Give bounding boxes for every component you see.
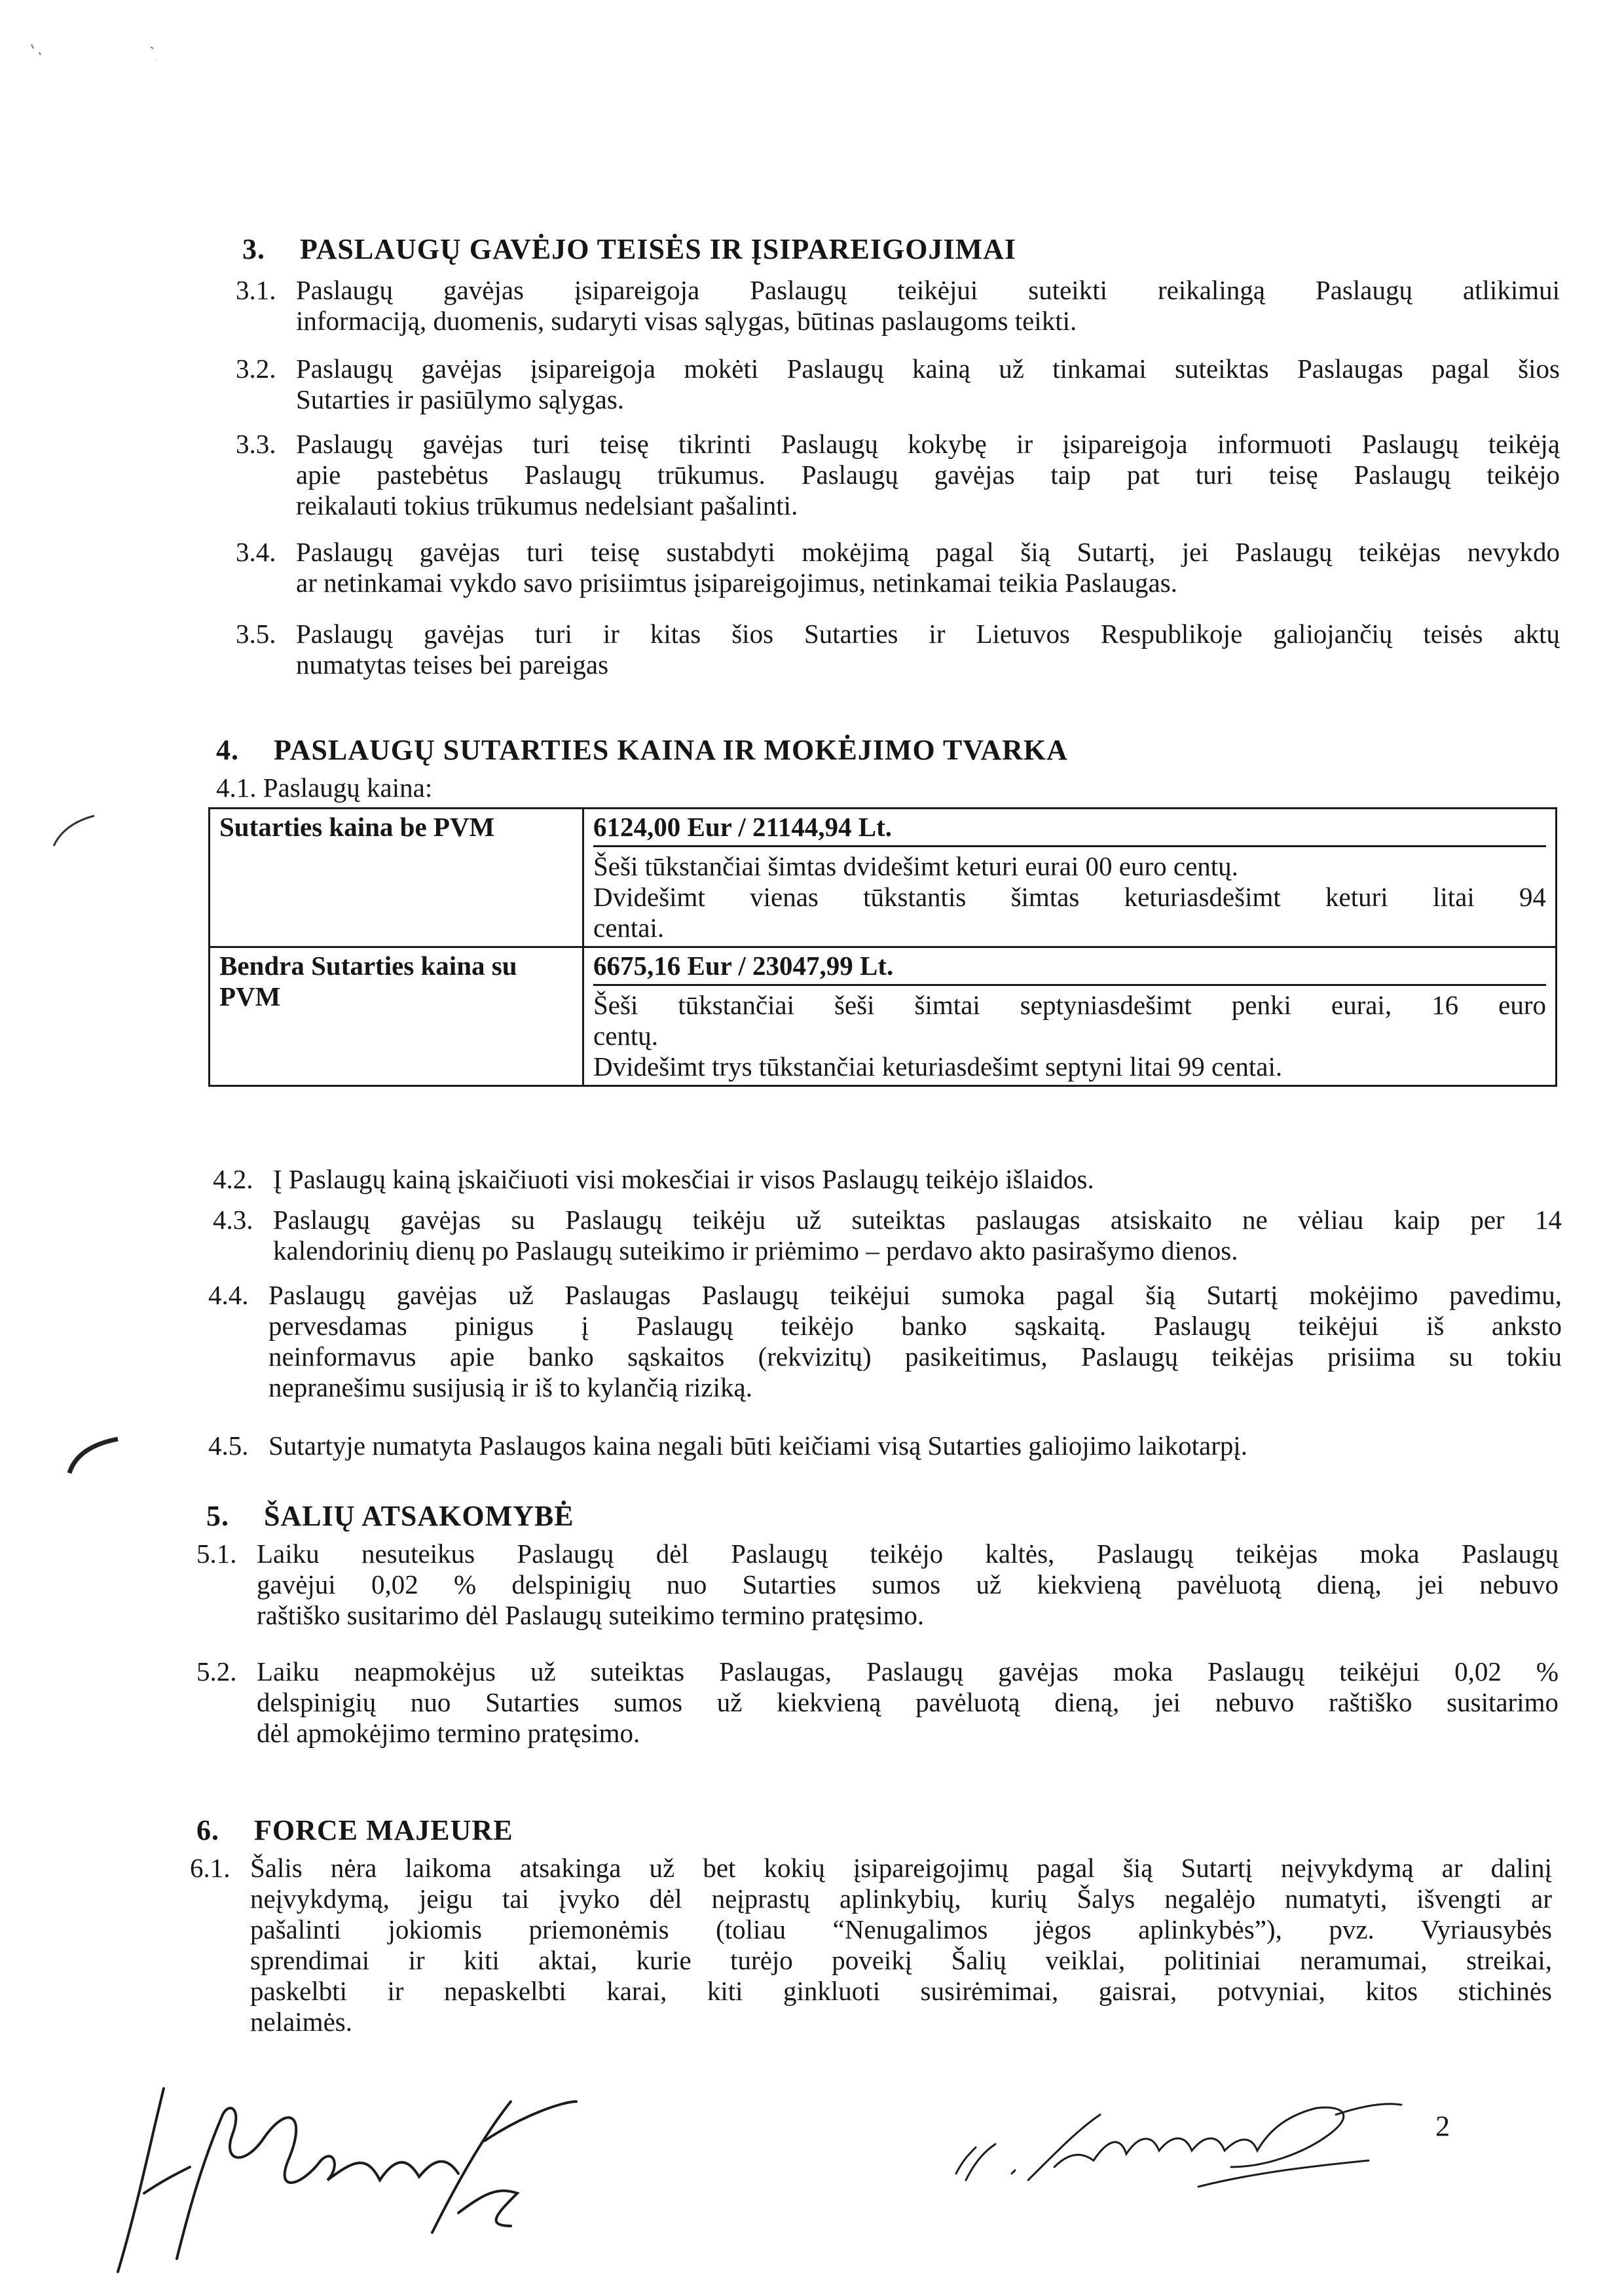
clause-4-4-text (268, 1280, 1562, 1403)
price-table (208, 807, 1557, 1087)
text-line: sprendimai ir kiti aktai, kurie turėjo poveikį Šalių veiklai, politiniai neramumai, streikai, (250, 1945, 1552, 1975)
text-line: centų. (593, 1021, 659, 1051)
text-line: Paslaugų gavėjas turi teisę tikrinti Paslaugų kokybę ir įsipareigoja informuoti Paslaugų teikėją (296, 429, 1560, 459)
text-line: paskelbti ir nepaskelbti karai, kiti ginkluoti susirėmimai, gaisrai, potvyniai, kitos stichinės (250, 1976, 1552, 2006)
price-amount-with-vat: 6675,16 Eur / 23047,99 Lt. (593, 951, 1546, 986)
price-words-without-vat (593, 847, 1546, 943)
clause-5-2-number: 5.2. (196, 1656, 237, 1686)
clause-6-1-text (250, 1853, 1552, 2037)
clause-4-2-number: 4.2. (213, 1164, 253, 1194)
clause-5-1-text (257, 1539, 1559, 1631)
clause-3-5-text (296, 619, 1560, 680)
text-line: Į Paslaugų kainą įskaičiuoti visi mokesčiai ir visos Paslaugų teikėjo išlaidos. (273, 1164, 1094, 1194)
section-3-number: 3. (242, 233, 265, 265)
punch-hole-mark-bottom (65, 1434, 124, 1480)
scan-speck-marks (26, 33, 157, 85)
section-4-title: PASLAUGŲ SUTARTIES KAINA IR MOKĖJIMO TVARKA (274, 734, 1068, 766)
text-line: nelaimės. (250, 2007, 352, 2037)
text-line: dėl apmokėjimo termino pratęsimo. (257, 1718, 640, 1748)
text-line: Paslaugų gavėjas su Paslaugų teikėju už suteiktas paslaugas atsiskaito ne vėliau kaip per 14 (273, 1205, 1562, 1235)
text-line: informaciją, duomenis, sudaryti visas sąlygas, būtinas paslaugoms teikti. (296, 306, 1077, 336)
text-line: pašalinti jokiomis priemonėmis (toliau “Nenugalimos jėgos aplinkybės”), pvz. Vyriausybės (250, 1914, 1552, 1944)
text-line: pervesdamas pinigus į Paslaugų teikėjo banko sąskaitą. Paslaugų teikėjui iš anksto (268, 1311, 1562, 1341)
clause-3-2 (236, 354, 1560, 415)
text-line: kalendorinių dienų po Paslaugų suteikimo ir priėmimo – perdavo akto pasirašymo dienos. (273, 1235, 1238, 1266)
text-line: gavėjui 0,02 % delspinigių nuo Sutarties sumos už kiekvieną pavėluotą dieną, jei nebuvo (257, 1569, 1559, 1599)
clause-3-4-number: 3.4. (236, 537, 276, 567)
text-line: raštiško susitarimo dėl Paslaugų suteikimo termino pratęsimo. (257, 1600, 925, 1630)
clause-5-2 (196, 1656, 1559, 1749)
text-line: delspinigių nuo Sutarties sumos už kiekvieną pavėluotą dieną, jei nebuvo raštiško susitarimo (257, 1687, 1559, 1717)
clause-4-3 (213, 1205, 1562, 1266)
text-line: neinformavus apie banko sąskaitos (rekvizitų) pasikeitimus, Paslaugų teikėjas prisiima su tokiu (268, 1341, 1562, 1372)
clause-6-1-number: 6.1. (190, 1853, 231, 1883)
price-label-with-vat: Bendra Sutarties kaina su PVM (210, 947, 583, 1086)
clause-4-1-intro: 4.1. Paslaugų kaina: (216, 773, 433, 803)
clause-3-2-text (296, 354, 1560, 415)
text-line: Sutarties ir pasiūlymo sąlygas. (296, 384, 625, 414)
clause-5-2-text (257, 1656, 1559, 1749)
clause-3-1-text (296, 275, 1560, 337)
clause-4-1 (216, 773, 871, 803)
text-line: numatytas teises bei pareigas (296, 649, 609, 680)
text-line: Paslaugų gavėjas įsipareigoja Paslaugų teikėjui suteikti reikalingą Paslaugų atlikimui (296, 275, 1560, 305)
clause-5-1 (196, 1539, 1559, 1631)
text-line: Paslaugų gavėjas įsipareigoja mokėti Paslaugų kainą už tinkamai suteiktas Paslaugas pagal šios (296, 354, 1560, 384)
clause-5-1-number: 5.1. (196, 1539, 237, 1569)
clause-3-5-number: 3.5. (236, 619, 276, 649)
price-label-without-vat: Sutarties kaina be PVM (210, 809, 583, 947)
clause-4-5-number: 4.5. (208, 1430, 249, 1461)
section-5-heading (206, 1499, 574, 1533)
clause-3-1-number: 3.1. (236, 275, 276, 305)
text-line: reikalauti tokius trūkumus nedelsiant pašalinti. (296, 490, 798, 520)
signature-right (950, 2088, 1408, 2200)
clause-4-5-text (268, 1430, 1562, 1461)
text-line: Laiku neapmokėjus už suteiktas Paslaugas, Paslaugų gavėjas moka Paslaugų teikėjui 0,02 % (257, 1656, 1559, 1686)
text-line: neįvykdymą, jeigu tai įvyko dėl neįprastų aplinkybių, kurių Šalys negalėjo numatyti, išvengti ar (250, 1884, 1552, 1914)
text-line: Laiku nesuteikus Paslaugų dėl Paslaugų teikėjo kaltės, Paslaugų teikėjas moka Paslaugų (257, 1539, 1559, 1569)
price-row-with-vat (210, 947, 1557, 1086)
price-value-cell (583, 809, 1557, 947)
clause-3-5 (236, 619, 1560, 680)
clause-4-2 (213, 1164, 1562, 1195)
text-line: Paslaugų gavėjas už Paslaugas Paslaugų teikėjui sumoka pagal šią Sutartį mokėjimo pavedimu, (268, 1280, 1562, 1310)
text-line: Paslaugų gavėjas turi ir kitas šios Sutarties ir Lietuvos Respublikoje galiojančių teisės aktų (296, 619, 1560, 649)
clause-4-3-text (273, 1205, 1562, 1266)
clause-3-2-number: 3.2. (236, 354, 276, 384)
text-line: Šalis nėra laikoma atsakinga už bet kokių įsipareigojimų pagal šią Sutartį neįvykdymą ar dalinį (250, 1853, 1552, 1883)
text-line: Dvidešimt trys tūkstančiai keturiasdešimt septyni litai 99 centai. (593, 1051, 1283, 1082)
clause-4-4 (208, 1280, 1562, 1403)
clause-3-4 (236, 537, 1560, 598)
text-line: Šeši tūkstančiai šimtas dvidešimt keturi eurai 00 euro centų. (593, 851, 1238, 881)
page-number: 2 (1435, 2110, 1450, 2142)
section-4-number: 4. (216, 734, 239, 766)
clause-4-5 (208, 1430, 1562, 1461)
clause-3-3-number: 3.3. (236, 429, 276, 459)
section-3-heading (242, 232, 1016, 266)
clause-3-4-text (296, 537, 1560, 598)
text-line: nepranešimu susijusią ir iš to kylančią riziką. (268, 1372, 752, 1402)
text-line: Šeši tūkstančiai šeši šimtai septyniasdešimt penki eurai, 16 euro (593, 990, 1546, 1020)
clause-6-1 (190, 1853, 1552, 2037)
section-6-number: 6. (196, 1814, 219, 1846)
clause-3-3-text (296, 429, 1560, 521)
section-3-title: PASLAUGŲ GAVĖJO TEISĖS IR ĮSIPAREIGOJIMAI (300, 233, 1016, 265)
signature-left (92, 2062, 589, 2278)
clause-4-4-number: 4.4. (208, 1280, 249, 1310)
punch-hole-mark-top (51, 812, 103, 851)
clause-4-3-number: 4.3. (213, 1205, 253, 1235)
section-6-title: FORCE MAJEURE (254, 1814, 513, 1846)
text-line: centai. (593, 913, 665, 943)
text-line: Dvidešimt vienas tūkstantis šimtas keturiasdešimt keturi litai 94 (593, 882, 1546, 912)
section-4-heading (216, 733, 1068, 767)
price-value-cell (583, 947, 1557, 1086)
price-words-with-vat (593, 986, 1546, 1082)
price-amount-without-vat: 6124,00 Eur / 21144,94 Lt. (593, 812, 1546, 847)
clause-3-1 (236, 275, 1560, 337)
price-row-without-vat (210, 809, 1557, 947)
text-line: apie pastebėtus Paslaugų trūkumus. Paslaugų gavėjas taip pat turi teisę Paslaugų teikėjo (296, 460, 1560, 490)
clause-4-2-text (273, 1164, 1562, 1195)
clause-3-3 (236, 429, 1560, 521)
section-5-number: 5. (206, 1500, 229, 1532)
text-line: Paslaugų gavėjas turi teisę sustabdyti mokėjimą pagal šią Sutartį, jei Paslaugų teikėjas nevykdo (296, 537, 1560, 567)
section-5-title: ŠALIŲ ATSAKOMYBĖ (264, 1500, 574, 1532)
text-line: ar netinkamai vykdo savo prisiimtus įsipareigojimus, netinkamai teikia Paslaugas. (296, 568, 1177, 598)
section-6-heading (196, 1813, 513, 1848)
text-line: Sutartyje numatyta Paslaugos kaina negali būti keičiami visą Sutarties galiojimo laikotarpį. (268, 1430, 1248, 1461)
